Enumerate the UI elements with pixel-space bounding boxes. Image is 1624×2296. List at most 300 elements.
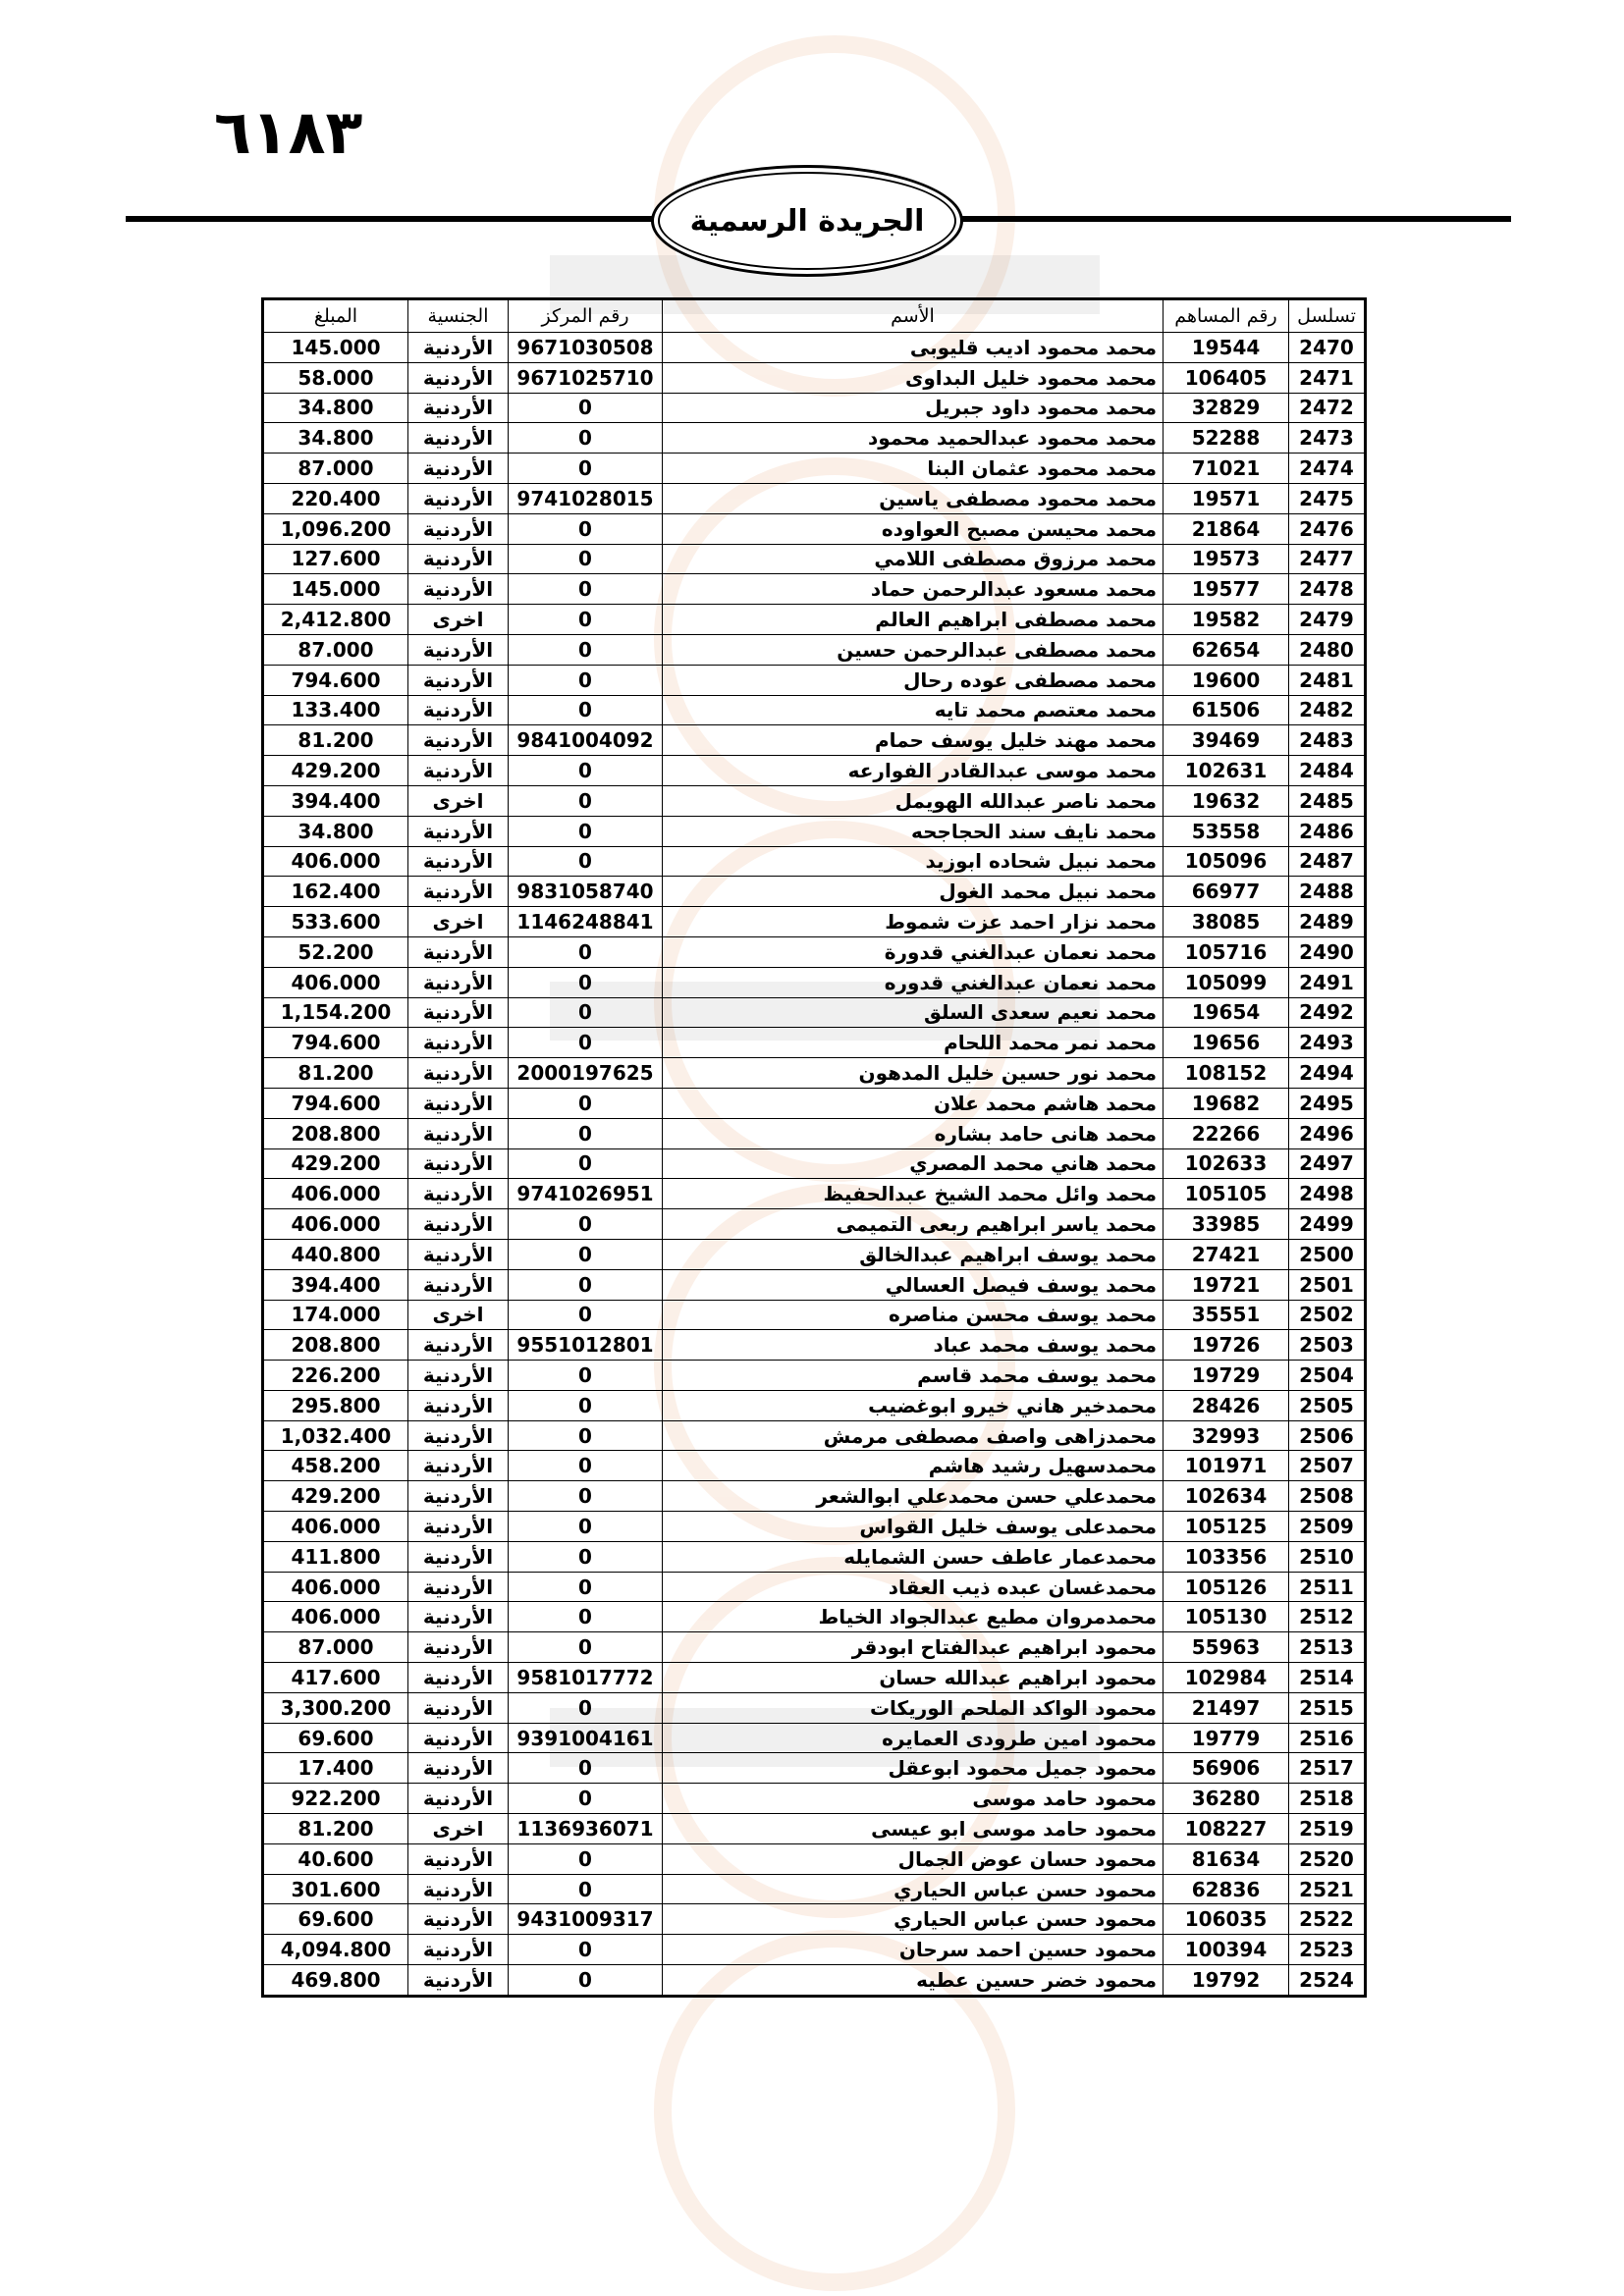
column-header-nationality: الجنسية	[408, 299, 509, 333]
cell-amount: 52.200	[263, 936, 408, 967]
cell-nationality: الأردنية	[408, 1239, 509, 1269]
cell-nationality: الأردنية	[408, 1088, 509, 1118]
table-row	[263, 907, 1366, 937]
cell-seq: 2474	[1289, 454, 1366, 484]
cell-nationality: الأردنية	[408, 967, 509, 997]
table-row	[263, 423, 1366, 454]
cell-amount: 2,412.800	[263, 605, 408, 635]
cell-amount: 411.800	[263, 1541, 408, 1572]
table-row	[263, 1390, 1366, 1420]
table-row	[263, 846, 1366, 877]
cell-nationality: اخرى	[408, 907, 509, 937]
cell-name: محمود حسين احمد سرحان	[663, 1935, 1164, 1965]
cell-amount: 145.000	[263, 333, 408, 363]
cell-center-number: 0	[509, 1209, 663, 1240]
cell-nationality: اخرى	[408, 605, 509, 635]
table-row	[263, 1935, 1366, 1965]
cell-center-number: 0	[509, 997, 663, 1028]
cell-share-number: 81634	[1164, 1843, 1289, 1874]
cell-nationality: الأردنية	[408, 1118, 509, 1148]
cell-center-number: 0	[509, 816, 663, 846]
cell-name: محمدمروان مطيع عبدالجواد الخياط	[663, 1602, 1164, 1632]
table-row	[263, 1843, 1366, 1874]
cell-center-number: 0	[509, 1784, 663, 1814]
cell-center-number: 0	[509, 544, 663, 574]
cell-center-number: 0	[509, 1148, 663, 1179]
cell-amount: 406.000	[263, 1179, 408, 1209]
table-row	[263, 1753, 1366, 1784]
cell-name: محمد ياسر ابراهيم ربعى التميمى	[663, 1209, 1164, 1240]
cell-seq: 2471	[1289, 362, 1366, 393]
cell-seq: 2499	[1289, 1209, 1366, 1240]
cell-nationality: الأردنية	[408, 1209, 509, 1240]
cell-center-number: 0	[509, 1572, 663, 1602]
cell-seq: 2518	[1289, 1784, 1366, 1814]
cell-center-number: 0	[509, 665, 663, 695]
cell-name: محمود امين طرودى العمايره	[663, 1723, 1164, 1753]
table-row	[263, 756, 1366, 786]
cell-seq: 2500	[1289, 1239, 1366, 1269]
cell-seq: 2520	[1289, 1843, 1366, 1874]
cell-amount: 208.800	[263, 1330, 408, 1361]
cell-nationality: الأردنية	[408, 846, 509, 877]
cell-center-number: 1136936071	[509, 1814, 663, 1844]
cell-seq: 2492	[1289, 997, 1366, 1028]
table-row	[263, 725, 1366, 756]
cell-amount: 406.000	[263, 1209, 408, 1240]
cell-amount: 69.600	[263, 1723, 408, 1753]
cell-share-number: 102633	[1164, 1148, 1289, 1179]
cell-name: محمد محمود عثمان البنا	[663, 454, 1164, 484]
cell-center-number: 9391004161	[509, 1723, 663, 1753]
cell-name: محمد نور حسين خليل المدهون	[663, 1058, 1164, 1089]
table-row	[263, 605, 1366, 635]
cell-share-number: 27421	[1164, 1239, 1289, 1269]
table-row	[263, 1814, 1366, 1844]
cell-share-number: 66977	[1164, 877, 1289, 907]
cell-amount: 87.000	[263, 634, 408, 665]
cell-name: محمد نعمان عبدالغني قدورة	[663, 936, 1164, 967]
cell-share-number: 19792	[1164, 1965, 1289, 1997]
cell-amount: 69.600	[263, 1904, 408, 1935]
cell-seq: 2484	[1289, 756, 1366, 786]
cell-center-number: 0	[509, 1965, 663, 1997]
cell-name: محمد هاني محمد المصري	[663, 1148, 1164, 1179]
cell-name: محمد هاشم محمد علان	[663, 1088, 1164, 1118]
table-row	[263, 1723, 1366, 1753]
cell-share-number: 19721	[1164, 1269, 1289, 1300]
cell-nationality: الأردنية	[408, 756, 509, 786]
cell-nationality: الأردنية	[408, 1179, 509, 1209]
cell-seq: 2477	[1289, 544, 1366, 574]
cell-amount: 81.200	[263, 725, 408, 756]
cell-nationality: الأردنية	[408, 695, 509, 725]
cell-share-number: 101971	[1164, 1451, 1289, 1481]
table-row	[263, 1692, 1366, 1723]
table-row	[263, 1572, 1366, 1602]
cell-name: محمد نبيل محمد الغول	[663, 877, 1164, 907]
cell-amount: 394.400	[263, 1269, 408, 1300]
cell-nationality: اخرى	[408, 1814, 509, 1844]
cell-nationality: الأردنية	[408, 1572, 509, 1602]
cell-nationality: اخرى	[408, 785, 509, 816]
cell-share-number: 52288	[1164, 423, 1289, 454]
table-row	[263, 816, 1366, 846]
cell-center-number: 2000197625	[509, 1058, 663, 1089]
cell-share-number: 105716	[1164, 936, 1289, 967]
cell-amount: 81.200	[263, 1058, 408, 1089]
cell-seq: 2509	[1289, 1512, 1366, 1542]
cell-share-number: 106035	[1164, 1904, 1289, 1935]
cell-seq: 2514	[1289, 1663, 1366, 1693]
cell-nationality: الأردنية	[408, 1965, 509, 1997]
cell-share-number: 19656	[1164, 1028, 1289, 1058]
cell-share-number: 19573	[1164, 544, 1289, 574]
cell-share-number: 19779	[1164, 1723, 1289, 1753]
cell-nationality: الأردنية	[408, 544, 509, 574]
cell-seq: 2524	[1289, 1965, 1366, 1997]
cell-nationality: الأردنية	[408, 1028, 509, 1058]
cell-amount: 440.800	[263, 1239, 408, 1269]
cell-share-number: 105096	[1164, 846, 1289, 877]
cell-amount: 429.200	[263, 1148, 408, 1179]
cell-center-number: 0	[509, 1300, 663, 1330]
cell-name: محمود خضر حسين عطيه	[663, 1965, 1164, 1997]
cell-seq: 2478	[1289, 574, 1366, 605]
cell-nationality: الأردنية	[408, 362, 509, 393]
cell-amount: 394.400	[263, 785, 408, 816]
cell-seq: 2480	[1289, 634, 1366, 665]
cell-seq: 2470	[1289, 333, 1366, 363]
cell-center-number: 0	[509, 756, 663, 786]
cell-nationality: الأردنية	[408, 634, 509, 665]
cell-center-number: 9741026951	[509, 1179, 663, 1209]
cell-nationality: الأردنية	[408, 936, 509, 967]
cell-amount: 226.200	[263, 1361, 408, 1391]
cell-nationality: الأردنية	[408, 1632, 509, 1663]
cell-nationality: الأردنية	[408, 393, 509, 423]
table-row	[263, 1663, 1366, 1693]
cell-nationality: الأردنية	[408, 333, 509, 363]
table-header-row	[263, 299, 1366, 333]
cell-amount: 34.800	[263, 423, 408, 454]
cell-name: محمدسهيل رشيد هاشم	[663, 1451, 1164, 1481]
cell-center-number: 0	[509, 846, 663, 877]
cell-seq: 2494	[1289, 1058, 1366, 1089]
table-row	[263, 1632, 1366, 1663]
cell-share-number: 32829	[1164, 393, 1289, 423]
cell-name: محمدعلى يوسف خليل القواس	[663, 1512, 1164, 1542]
cell-seq: 2488	[1289, 877, 1366, 907]
column-header-name: الأسم	[663, 299, 1164, 333]
cell-name: محمد مصطفى عوده رحال	[663, 665, 1164, 695]
cell-name: محمود جميل محمود ابوعقل	[663, 1753, 1164, 1784]
cell-amount: 87.000	[263, 1632, 408, 1663]
cell-seq: 2507	[1289, 1451, 1366, 1481]
cell-share-number: 21864	[1164, 513, 1289, 544]
cell-name: محمد ناصر عبدالله الهويمل	[663, 785, 1164, 816]
cell-amount: 208.800	[263, 1118, 408, 1148]
table-row	[263, 454, 1366, 484]
cell-share-number: 36280	[1164, 1784, 1289, 1814]
cell-center-number: 0	[509, 967, 663, 997]
table-row	[263, 1118, 1366, 1148]
shareholder-table	[261, 297, 1367, 1998]
cell-share-number: 19600	[1164, 665, 1289, 695]
table-row	[263, 1904, 1366, 1935]
cell-name: محمد نزار احمد عزت شموط	[663, 907, 1164, 937]
cell-share-number: 102631	[1164, 756, 1289, 786]
cell-center-number: 0	[509, 1451, 663, 1481]
cell-nationality: الأردنية	[408, 1148, 509, 1179]
cell-amount: 794.600	[263, 1088, 408, 1118]
cell-amount: 794.600	[263, 1028, 408, 1058]
cell-share-number: 108152	[1164, 1058, 1289, 1089]
table-row	[263, 1209, 1366, 1240]
cell-amount: 406.000	[263, 967, 408, 997]
cell-share-number: 19544	[1164, 333, 1289, 363]
cell-amount: 58.000	[263, 362, 408, 393]
cell-seq: 2511	[1289, 1572, 1366, 1602]
page-number: ٦١٨٣	[214, 96, 363, 168]
cell-center-number: 9671030508	[509, 333, 663, 363]
cell-share-number: 106405	[1164, 362, 1289, 393]
table-row	[263, 1965, 1366, 1997]
cell-center-number: 0	[509, 1361, 663, 1391]
cell-nationality: الأردنية	[408, 1451, 509, 1481]
cell-seq: 2493	[1289, 1028, 1366, 1058]
cell-amount: 1,154.200	[263, 997, 408, 1028]
cell-center-number: 0	[509, 1512, 663, 1542]
cell-amount: 3,300.200	[263, 1692, 408, 1723]
cell-name: محمد معتصم محمد تايه	[663, 695, 1164, 725]
cell-seq: 2501	[1289, 1269, 1366, 1300]
cell-share-number: 108227	[1164, 1814, 1289, 1844]
table-row	[263, 1239, 1366, 1269]
cell-seq: 2481	[1289, 665, 1366, 695]
cell-seq: 2516	[1289, 1723, 1366, 1753]
cell-share-number: 33985	[1164, 1209, 1289, 1240]
cell-share-number: 100394	[1164, 1935, 1289, 1965]
cell-share-number: 19577	[1164, 574, 1289, 605]
cell-amount: 406.000	[263, 1602, 408, 1632]
cell-share-number: 32993	[1164, 1420, 1289, 1451]
cell-seq: 2515	[1289, 1692, 1366, 1723]
cell-amount: 162.400	[263, 877, 408, 907]
table-row	[263, 1088, 1366, 1118]
cell-amount: 406.000	[263, 1512, 408, 1542]
cell-center-number: 0	[509, 1541, 663, 1572]
cell-name: محمود حسن عباس الحياري	[663, 1874, 1164, 1904]
cell-seq: 2476	[1289, 513, 1366, 544]
cell-name: محمود ابراهيم عبدالفتاح ابودقر	[663, 1632, 1164, 1663]
cell-center-number: 0	[509, 1239, 663, 1269]
cell-name: محمد وائل محمد الشيخ عبدالحفيظ	[663, 1179, 1164, 1209]
cell-name: محمد موسى عبدالقادر الفوارعه	[663, 756, 1164, 786]
cell-center-number: 0	[509, 1269, 663, 1300]
cell-amount: 127.600	[263, 544, 408, 574]
cell-name: محمدغسان عبده ذيب العقاد	[663, 1572, 1164, 1602]
cell-share-number: 56906	[1164, 1753, 1289, 1784]
table-row	[263, 634, 1366, 665]
cell-name: محمود حسن عباس الحياري	[663, 1904, 1164, 1935]
cell-share-number: 19682	[1164, 1088, 1289, 1118]
cell-share-number: 22266	[1164, 1118, 1289, 1148]
cell-seq: 2513	[1289, 1632, 1366, 1663]
cell-amount: 794.600	[263, 665, 408, 695]
cell-share-number: 55963	[1164, 1632, 1289, 1663]
cell-nationality: الأردنية	[408, 1330, 509, 1361]
cell-share-number: 39469	[1164, 725, 1289, 756]
table-row	[263, 1028, 1366, 1058]
cell-name: محمد يوسف محمد عباد	[663, 1330, 1164, 1361]
table-row	[263, 544, 1366, 574]
cell-center-number: 9431009317	[509, 1904, 663, 1935]
cell-seq: 2504	[1289, 1361, 1366, 1391]
cell-share-number: 102984	[1164, 1663, 1289, 1693]
cell-name: محمد يوسف محسن مناصره	[663, 1300, 1164, 1330]
table-row	[263, 1451, 1366, 1481]
cell-center-number: 0	[509, 1692, 663, 1723]
cell-amount: 81.200	[263, 1814, 408, 1844]
cell-name: محمد نبيل شحاده ابوزيد	[663, 846, 1164, 877]
table-row	[263, 877, 1366, 907]
cell-share-number: 19582	[1164, 605, 1289, 635]
table-row	[263, 1602, 1366, 1632]
cell-nationality: الأردنية	[408, 513, 509, 544]
column-header-seq: تسلسل	[1289, 299, 1366, 333]
cell-nationality: الأردنية	[408, 1874, 509, 1904]
cell-seq: 2496	[1289, 1118, 1366, 1148]
cell-seq: 2508	[1289, 1481, 1366, 1512]
cell-name: محمد محمود اديب قليوبى	[663, 333, 1164, 363]
cell-share-number: 61506	[1164, 695, 1289, 725]
cell-nationality: الأردنية	[408, 1390, 509, 1420]
cell-amount: 133.400	[263, 695, 408, 725]
column-header-center: رقم المركز	[509, 299, 663, 333]
cell-amount: 458.200	[263, 1451, 408, 1481]
cell-share-number: 19632	[1164, 785, 1289, 816]
cell-seq: 2473	[1289, 423, 1366, 454]
table-row	[263, 665, 1366, 695]
cell-share-number: 71021	[1164, 454, 1289, 484]
table-row	[263, 1361, 1366, 1391]
cell-center-number: 0	[509, 1935, 663, 1965]
cell-seq: 2482	[1289, 695, 1366, 725]
cell-amount: 406.000	[263, 846, 408, 877]
cell-center-number: 0	[509, 1420, 663, 1451]
cell-share-number: 105130	[1164, 1602, 1289, 1632]
cell-amount: 34.800	[263, 393, 408, 423]
cell-center-number: 9671025710	[509, 362, 663, 393]
table-row	[263, 393, 1366, 423]
cell-nationality: الأردنية	[408, 1753, 509, 1784]
cell-share-number: 35551	[1164, 1300, 1289, 1330]
table-row	[263, 1148, 1366, 1179]
cell-nationality: الأردنية	[408, 483, 509, 513]
cell-center-number: 9581017772	[509, 1663, 663, 1693]
cell-seq: 2502	[1289, 1300, 1366, 1330]
cell-name: محمد نعيم سعدى السلق	[663, 997, 1164, 1028]
cell-share-number: 19571	[1164, 483, 1289, 513]
cell-share-number: 19726	[1164, 1330, 1289, 1361]
table-row	[263, 1512, 1366, 1542]
table-row	[263, 513, 1366, 544]
cell-share-number: 28426	[1164, 1390, 1289, 1420]
cell-nationality: الأردنية	[408, 1361, 509, 1391]
cell-nationality: الأردنية	[408, 1481, 509, 1512]
cell-nationality: الأردنية	[408, 1663, 509, 1693]
cell-seq: 2512	[1289, 1602, 1366, 1632]
cell-seq: 2486	[1289, 816, 1366, 846]
cell-share-number: 105125	[1164, 1512, 1289, 1542]
cell-name: محمد مهند خليل يوسف حمام	[663, 725, 1164, 756]
table-row	[263, 1784, 1366, 1814]
cell-name: محمدزاهى واصف مصطفى مرمش	[663, 1420, 1164, 1451]
table-row	[263, 574, 1366, 605]
cell-share-number: 62654	[1164, 634, 1289, 665]
cell-name: محمد نمر محمد اللحام	[663, 1028, 1164, 1058]
cell-center-number: 0	[509, 785, 663, 816]
cell-amount: 4,094.800	[263, 1935, 408, 1965]
cell-name: محمد مصطفى عبدالرحمن حسين	[663, 634, 1164, 665]
cell-nationality: الأردنية	[408, 454, 509, 484]
cell-amount: 17.400	[263, 1753, 408, 1784]
cell-amount: 220.400	[263, 483, 408, 513]
cell-nationality: الأردنية	[408, 574, 509, 605]
cell-center-number: 9551012801	[509, 1330, 663, 1361]
cell-nationality: الأردنية	[408, 1058, 509, 1089]
cell-nationality: الأردنية	[408, 1512, 509, 1542]
table-row	[263, 1420, 1366, 1451]
table-row	[263, 967, 1366, 997]
cell-name: محمد محمود خليل البداوى	[663, 362, 1164, 393]
cell-center-number: 1146248841	[509, 907, 663, 937]
cell-seq: 2491	[1289, 967, 1366, 997]
cell-share-number: 53558	[1164, 816, 1289, 846]
cell-center-number: 0	[509, 634, 663, 665]
cell-nationality: الأردنية	[408, 1723, 509, 1753]
cell-amount: 417.600	[263, 1663, 408, 1693]
cell-name: محمد محيسن مصبح العواوده	[663, 513, 1164, 544]
cell-center-number: 0	[509, 513, 663, 544]
cell-seq: 2475	[1289, 483, 1366, 513]
cell-seq: 2505	[1289, 1390, 1366, 1420]
cell-center-number: 0	[509, 1028, 663, 1058]
cell-seq: 2489	[1289, 907, 1366, 937]
cell-nationality: الأردنية	[408, 816, 509, 846]
cell-share-number: 103356	[1164, 1541, 1289, 1572]
cell-name: محمد محمود مصطفى ياسين	[663, 483, 1164, 513]
cell-share-number: 102634	[1164, 1481, 1289, 1512]
cell-nationality: الأردنية	[408, 665, 509, 695]
cell-name: محمد نعمان عبدالغني قدوره	[663, 967, 1164, 997]
cell-nationality: الأردنية	[408, 997, 509, 1028]
table-row	[263, 997, 1366, 1028]
cell-name: محمد مصطفى ابراهيم العالم	[663, 605, 1164, 635]
cell-nationality: الأردنية	[408, 1602, 509, 1632]
cell-name: محمود حامد موسى	[663, 1784, 1164, 1814]
cell-center-number: 0	[509, 605, 663, 635]
cell-amount: 429.200	[263, 1481, 408, 1512]
cell-nationality: الأردنية	[408, 725, 509, 756]
cell-seq: 2485	[1289, 785, 1366, 816]
cell-center-number: 0	[509, 936, 663, 967]
table-row	[263, 333, 1366, 363]
cell-share-number: 62836	[1164, 1874, 1289, 1904]
cell-name: محمد يوسف ابراهيم عبدالخالق	[663, 1239, 1164, 1269]
cell-seq: 2472	[1289, 393, 1366, 423]
